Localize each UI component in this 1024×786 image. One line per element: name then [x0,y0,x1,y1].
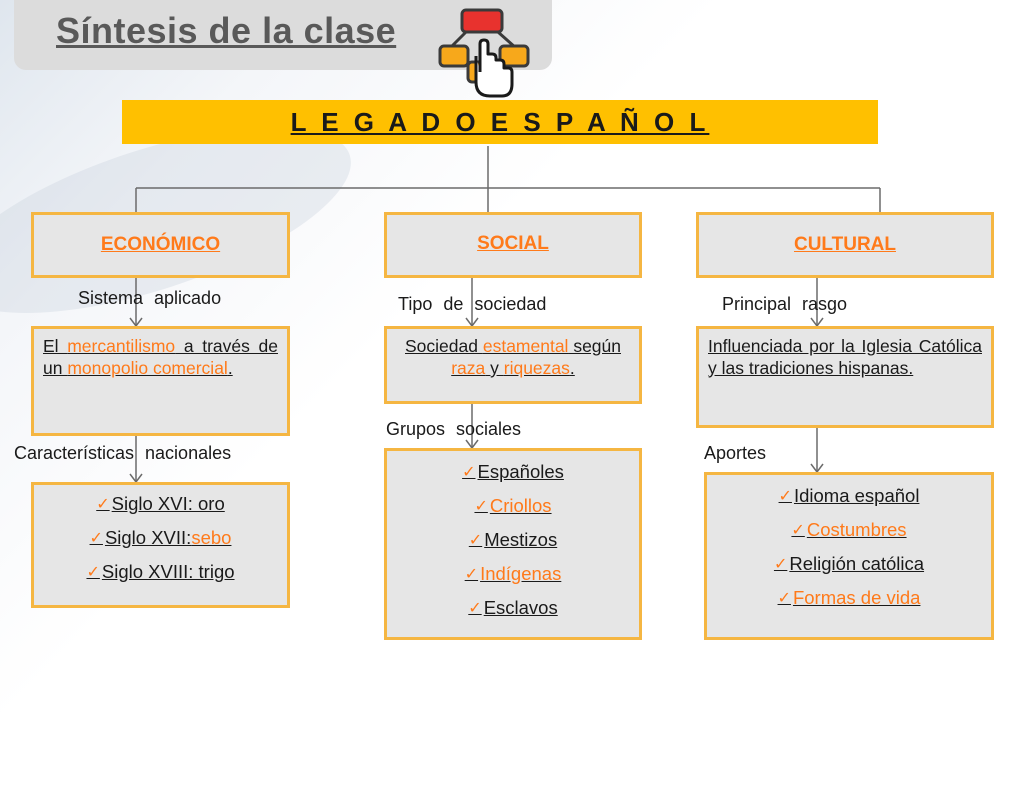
label-grupos-sociales: Grupos sociales [386,419,522,439]
page-title: Síntesis de la clase [56,10,397,51]
check-icon: ✓ [474,498,488,515]
list-item: ✓ Criollos [474,495,552,516]
cultural-description: Influenciada por la Iglesia Católica y las tradiciones hispanas. [696,326,994,428]
category-title: CULTURAL [793,234,896,255]
check-icon: ✓ [96,496,110,513]
category-economico [31,212,290,278]
check-icon: ✓ [468,600,482,617]
highlight-riquezas: riquezas [503,358,570,378]
list-item: ✓ Indígenas [464,563,562,584]
highlight-raza: raza [451,358,486,378]
label-aportes: Aportes [704,443,767,463]
check-icon: ✓ [86,564,100,581]
workflow-hand-icon [436,6,532,98]
check-icon: ✓ [777,590,791,607]
list-item: ✓ Siglo XVIII: trigo [86,561,235,582]
list-item: ✓ Mestizos [468,529,558,550]
list-item: ✓ Formas de vida [777,587,921,608]
category-cultural [696,212,994,278]
check-icon: ✓ [468,532,483,549]
list-item: ✓ Siglo XVI: oro [96,493,225,514]
label-tipo-de-sociedad: Tipo de sociedad [398,294,547,314]
list-item: ✓ Religión católica [773,553,925,574]
list-item: ✓ Idioma español [778,485,920,506]
banner-text: L E G A D O E S P A Ñ O L [290,106,710,137]
category-title: ECONÓMICO [100,234,221,255]
social-list [384,448,642,640]
banner-legado-espanol [122,100,878,144]
list-item: ✓ Españoles [462,461,564,482]
highlight-monopolio: monopolio comercial [67,358,228,378]
text: a través de un [43,336,278,378]
cultural-list [704,472,994,640]
social-description: Sociedad estamental según raza y riquezas. [384,326,642,404]
category-title: SOCIAL [477,233,549,254]
check-icon: ✓ [778,488,792,505]
economico-description [31,326,290,436]
label-sistema-aplicado: Sistema aplicado [78,288,222,308]
label-caracteristicas-nacionales: Características nacionales [14,443,232,463]
list-item: ✓ Costumbres [791,519,907,540]
economico-list [31,482,290,608]
check-icon: ✓ [462,464,476,481]
highlight-mercantilismo: mercantilismo [67,336,176,356]
check-icon: ✓ [464,566,479,583]
check-icon: ✓ [89,530,103,547]
list-item: ✓ Siglo XVII: sebo [89,527,232,548]
check-icon: ✓ [773,556,788,573]
text: . [227,358,233,378]
list-item: ✓ Esclavos [468,597,558,618]
label-principal-rasgo: Principal rasgo [722,294,848,314]
text: El [43,336,68,356]
highlight-estamental: estamental [482,336,569,356]
category-social [384,212,642,278]
check-icon: ✓ [791,522,805,539]
